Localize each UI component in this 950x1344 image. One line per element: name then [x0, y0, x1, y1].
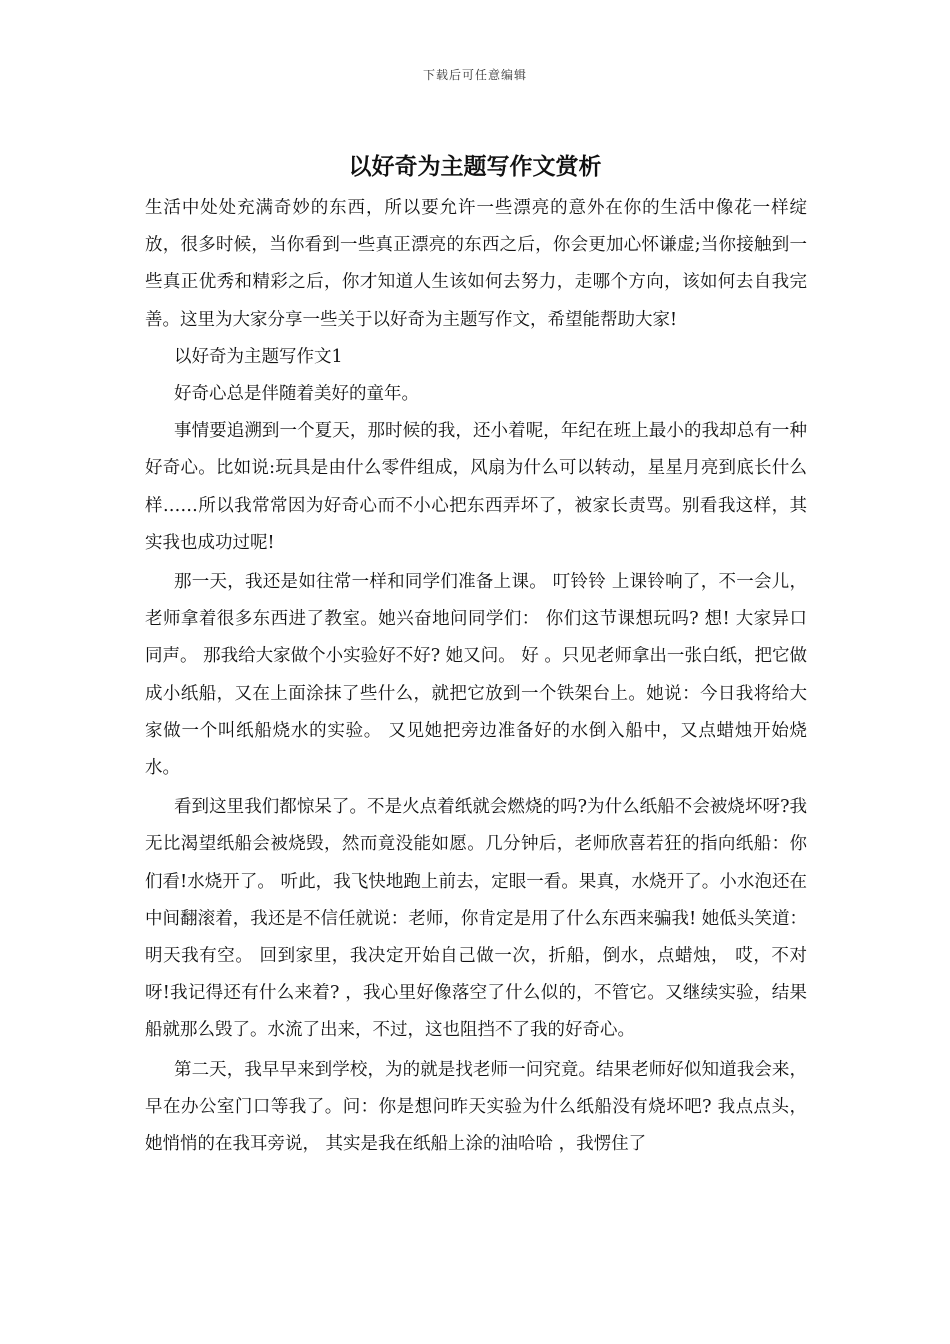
intro-paragraph: 生活中处处充满奇妙的东西，所以要允许一些漂亮的意外在你的生活中像花一样绽放，很多时候，当你看到一些真正漂亮的东西之后，你会更加心怀谦虚;当你接触到一些真正优秀和精彩之后，你才知道人生该如何去努力，走哪个方向，该如何去自我完善。这里为大家分享一些关于以好奇为主题写作文，希望能帮助大家! [145, 198, 807, 330]
body-paragraph: 那一天，我还是如往常一样和同学们准备上课。 叮铃铃 上课铃响了，不一会儿，老师拿着很多东西进了教室。她兴奋地问同学们： 你们这节课想玩吗? 想! 大家异口同声。 那我给大家做个小实验好不好? 她又问。 好 。只见老师拿出一张白纸，把它做成小纸船，又在上面涂抹了些什么，就把它放到一个铁架台上。她说：今日我将给大家做一个叫纸船烧水的实验。 又见她把旁边准备好的水倒入船中，又点蜡烛开始烧水。 [145, 572, 807, 779]
section-heading: 以好奇为主题写作文1 [174, 346, 343, 367]
page-title: 以好奇为主题写作文赏析 [348, 153, 602, 180]
header-note: 下载后可任意编辑 [422, 68, 527, 82]
body-paragraph: 第二天，我早早来到学校，为的就是找老师一问究竟。结果老师好似知道我会来，早在办公室门口等我了。问：你是想问昨天实验为什么纸船没有烧坏吧? 我点点头，她悄悄的在我耳旁说， 其实是我在纸船上涂的油哈哈 ，我愣住了 [145, 1059, 807, 1155]
body-paragraph: 事情要追溯到一个夏天，那时候的我，还小着呢，年纪在班上最小的我却总有一种好奇心。比如说:玩具是由什么零件组成，风扇为什么可以转动，星星月亮到底长什么样……所以我常常因为好奇心而不小心把东西弄坏了，被家长责骂。别看我这样，其实我也成功过呢! [145, 421, 807, 553]
body-paragraph: 好奇心总是伴随着美好的童年。 [174, 384, 419, 405]
body-paragraph: 看到这里我们都惊呆了。不是火点着纸就会燃烧的吗?为什么纸船不会被烧坏呀?我无比渴望纸船会被烧毁，然而竟没能如愿。几分钟后，老师欣喜若狂的指向纸船：你们看!水烧开了。 听此，我飞快地跑上前去，定眼一看。果真，水烧开了。小水泡还在中间翻滚着，我还是不信任就说：老师，你肯定是用了什么东西来骗我! 她低头笑道：明天我有空。 回到家里，我决定开始自己做一次，折船，倒水，点蜡烛， 哎，不对呀!我记得还有什么来着? ，我心里好像落空了什么似的，不管它。又继续实验，结果船就那么毁了。水流了出来，不过，这也阻挡不了我的好奇心。 [145, 797, 807, 1041]
document-body [145, 190, 807, 1163]
